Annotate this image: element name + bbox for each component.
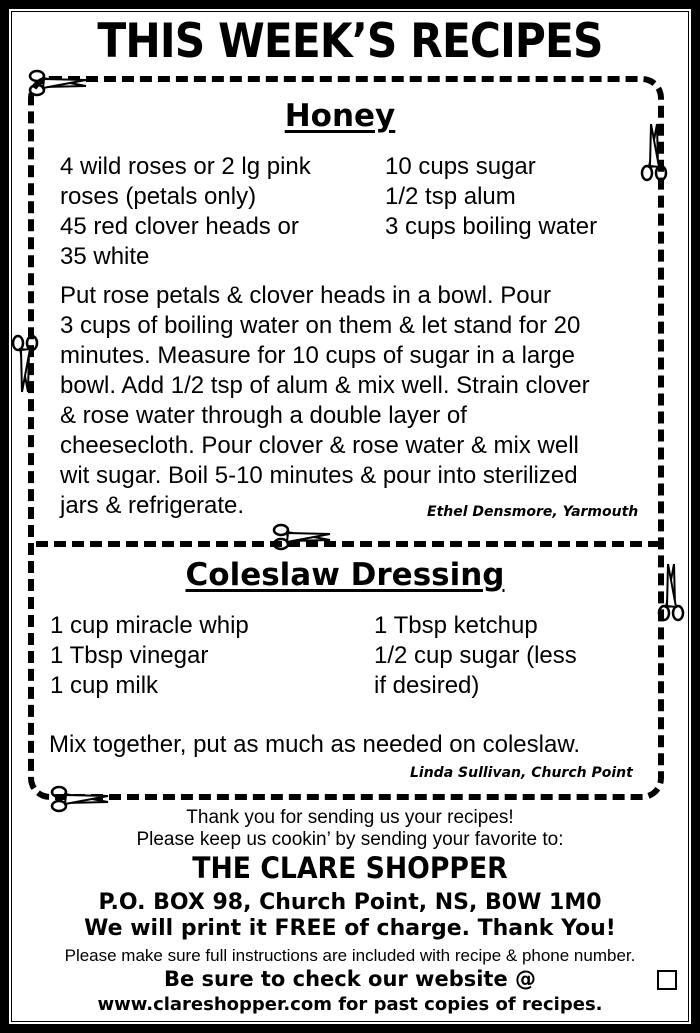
instruction-line: Mix together, put as much as needed on coleslaw. (49, 731, 580, 758)
footer-website: www.clareshopper.com for past copies of recipes. (97, 994, 603, 1015)
instruction-line: bowl. Add 1/2 tsp of alum & mix well. Strain clover (60, 372, 590, 399)
recipe-title-honey: Honey (284, 98, 396, 134)
ingredient-line: 3 cups boiling water (385, 213, 598, 240)
ingredients-left-coleslaw (50, 611, 249, 701)
footer-free-note: We will print it FREE of charge. Thank You! (84, 916, 616, 941)
ingredient-line: 1 cup milk (50, 672, 159, 699)
recipe-author-honey: Ethel Densmore, Yarmouth (427, 504, 639, 520)
instructions-honey (60, 281, 590, 521)
instruction-line: minutes. Measure for 10 cups of sugar in a large (60, 342, 575, 369)
ingredient-line: 35 white (60, 243, 150, 270)
instruction-line: Put rose petals & clover heads in a bowl. Pour (60, 282, 551, 309)
ingredients-right-coleslaw (374, 611, 577, 701)
instruction-line: 3 cups of boiling water on them & let stand for 20 (60, 312, 581, 339)
checkbox-icon (657, 970, 677, 990)
page-title: THIS WEEK’S RECIPES (97, 14, 603, 69)
instruction-line: & rose water through a double layer of (60, 402, 467, 429)
ingredient-line: 1/2 cup sugar (less (374, 642, 577, 669)
scissors-icon (10, 334, 40, 394)
footer-instructions-note: Please make sure full instructions are included with recipe & phone number. (64, 946, 636, 965)
ingredients-right-honey (385, 152, 597, 242)
scissors-icon (28, 68, 88, 98)
ingredient-line: 1 cup miracle whip (50, 612, 249, 639)
ingredient-line: 45 red clover heads or (60, 213, 299, 240)
instruction-line: jars & refrigerate. (60, 492, 245, 519)
ingredient-line: 1 Tbsp vinegar (50, 642, 209, 669)
ingredients-left-honey (60, 152, 311, 272)
recipe-title-coleslaw: Coleslaw Dressing (185, 557, 505, 593)
ingredient-line: 4 wild roses or 2 lg pink (60, 153, 311, 180)
ingredient-line: 1 Tbsp ketchup (374, 612, 538, 639)
footer-shopper-name: THE CLARE SHOPPER (192, 851, 508, 885)
footer-thanks: Thank you for sending us your recipes! (186, 807, 514, 828)
coupon-divider (36, 541, 660, 547)
ingredient-line: 1/2 tsp alum (385, 183, 516, 210)
scissors-icon (272, 522, 332, 552)
instructions-coleslaw (49, 730, 580, 760)
instruction-line: wit sugar. Boil 5-10 minutes & pour into sterilized (60, 462, 578, 489)
instruction-line: cheesecloth. Pour clover & rose water & mix well (60, 432, 579, 459)
ingredient-line: if desired) (374, 672, 480, 699)
footer-keep-cooking: Please keep us cookin’ by sending your favorite to: (136, 829, 564, 850)
footer-address: P.O. BOX 98, Church Point, NS, B0W 1M0 (98, 890, 602, 915)
ingredient-line: 10 cups sugar (385, 153, 536, 180)
ingredient-line: roses (petals only) (60, 183, 257, 210)
recipe-author-coleslaw: Linda Sullivan, Church Point (410, 765, 633, 781)
footer-website-call: Be sure to check our website @ (163, 967, 537, 991)
